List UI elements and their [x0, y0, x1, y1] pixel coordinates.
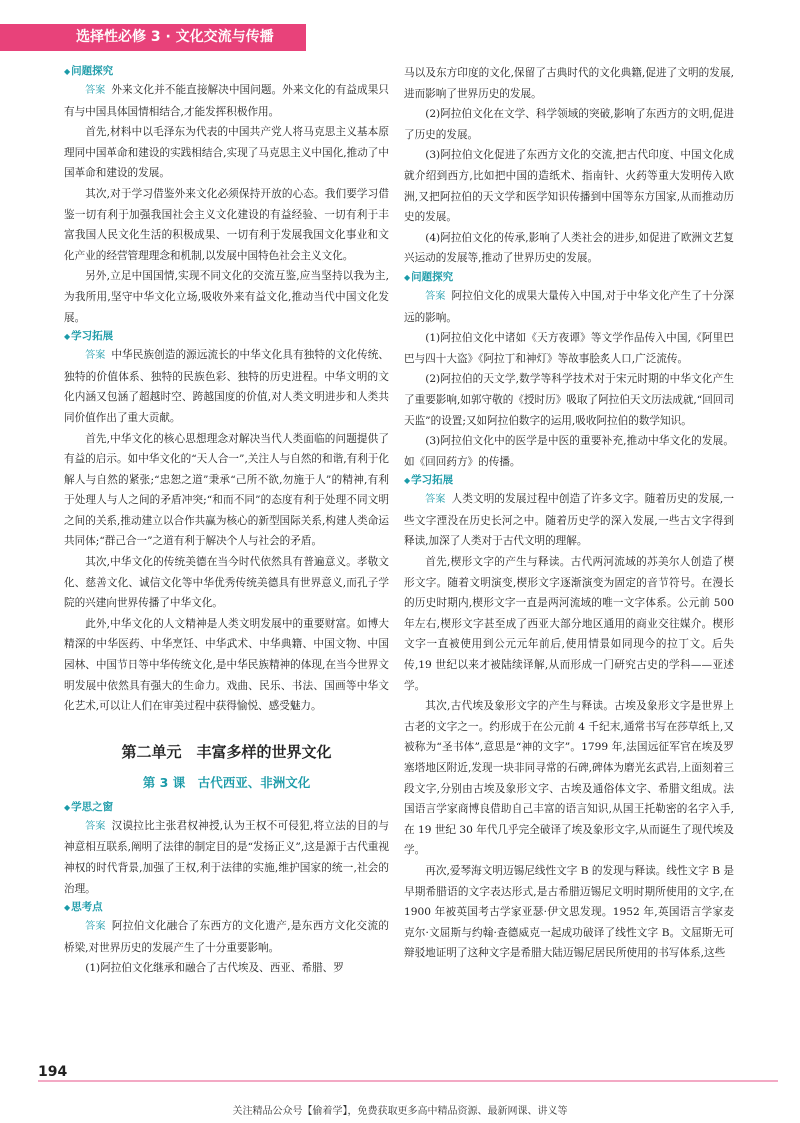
- section-label: ◆ 思考点: [64, 899, 389, 916]
- paragraph: (2)阿拉伯的天文学,数学等科学技术对于宋元时期的中华文化产生了重要影响,如郭守敬的《授时历》吸取了阿拉伯天文历法成就,“回回司天监”的设置;又如阿拉伯数字的运用,吸收阿拉伯的数学知识。: [404, 373, 734, 427]
- paragraph: 其次,对于学习借鉴外来文化必须保持开放的心态。我们要学习借鉴一切有利于加强我国社会主义文化建设的有益经验、一切有利于丰富我国人民文化生活的积极成果、一切有利于发展我国文化事业和文化产业的经营管理理念和机制,以发展中国特色社会主义文化。: [64, 187, 389, 262]
- unit-title: 第二单元 丰富多样的世界文化: [121, 742, 332, 761]
- paragraph: (3)阿拉伯文化中的医学是中医的重要补充,推动中华文化的发展。如《回回药方》的传播。: [404, 435, 734, 468]
- paragraph: (1)阿拉伯文化中诸如《天方夜谭》等文学作品传入中国,《阿里巴巴与四十大盗》《阿拉丁和神灯》等故事脍炙人口,广泛流传。: [404, 332, 734, 365]
- answer-paragraph: [64, 345, 389, 428]
- answer-text: 外来文化并不能直接解决中国问题。外来文化的有益成果只有与中国具体国情相结合,才能发挥积极作用。: [64, 84, 390, 118]
- left-column: [64, 63, 389, 979]
- paragraph: 首先,楔形文字的产生与释读。古代两河流域的苏美尔人创造了楔形文字。随着文明演变,楔形文字逐渐演变为固定的音节符号。在漫长的历史时期内,楔形文字一直是两河流域的唯一文字体系。公元前 500 年左右,楔形文字甚至成了西亚大部分地区通用的商业交往媒介。楔形文字一直被使用到公元元年前后,使用情景如同现今的拉丁文。后失传,19 世纪以来才被陆续译解,从而形成一门研究古史的学科——亚述学。: [404, 556, 734, 692]
- answer-paragraph: [404, 489, 734, 552]
- answer-text: 阿拉伯文化的成果大量传入中国,对于中华文化产生了十分深远的影响。: [404, 289, 735, 324]
- section-label: ◆ 学思之窗: [64, 799, 389, 816]
- answer-tag: 答案: [425, 494, 446, 506]
- paragraph: 另外,立足中国国情,实现不同文化的交流互鉴,应当坚持以我为主,为我所用,坚守中华文化立场,吸收外来有益文化,推动当代中国文化发展。: [64, 270, 389, 324]
- page-number: 194: [38, 1064, 68, 1080]
- answer-paragraph: [404, 286, 734, 328]
- paragraph: 首先,中华文化的核心思想理念对解决当代人类面临的问题提供了有益的启示。如中华文化的“天人合一”,关注人与自然的和谐,有利于化解人与自然的紧张;“忠恕之道”秉承“己所不欲,勿施于人”的精神,有利于处理人与人之间的矛盾冲突;“和而不同”的态度有利于处理不同文明之间的关系,推动建立以合作共赢为核心的新型国际关系,构建人类命运共同体;“群己合一”之道有利于解决个人与社会的矛盾。: [64, 432, 389, 548]
- right-column: [404, 63, 734, 964]
- paragraph: 首先,材料中以毛泽东为代表的中国共产党人将马克思主义基本原理同中国革命和建设的实践相结合,实现了马克思主义中国化,推动了中国革命和建设的发展。: [64, 126, 389, 180]
- section-label: ◆ 问题探究: [64, 63, 389, 80]
- paragraph: 此外,中华文化的人文精神是人类文明发展中的重要财富。如博大精深的中华医药、中华烹饪、中华武术、中华典籍、中国文物、中国园林、中国节日等中华传统文化,是中华民族精神的体现,在当今世界文明发展中依然具有强大的生命力。戏曲、民乐、书法、国画等中华文化艺术,可以让人们在审美过程中获得愉悦、感受魅力。: [64, 617, 389, 713]
- lesson-title: 第 3 课 古代西亚、非洲文化: [142, 774, 311, 790]
- paragraph: 其次,古代埃及象形文字的产生与释读。古埃及象形文字是世界上古老的文字之一。约形成于在公元前 4 千纪末,通常书写在莎草纸上,又被称为“圣书体”,意思是“神的文字”。1799 年,法国远征军官在埃及罗塞塔地区附近,发现一块非同寻常的石碑,碑体为磨光玄武岩,上面刻着三段文字,分别由古埃及象形文字、古埃及通俗体文字、希腊文组成。法国语言学家商博良借助自己丰富的语言知识,从国王托勒密的名字入手,在 19 世纪 30 年代几乎完全破译了埃及象形文字,从而诞生了现代埃及学。: [404, 700, 734, 857]
- page-divider: [38, 1080, 778, 1082]
- answer-text: 中华民族创造的源远流长的中华文化具有独特的文化传统、独特的价值体系、独特的民族色彩、独特的历史进程。中华文明的文化内涵又包涵了超越时空、跨越国度的价值,对人类文明进步和人类共同价值作出了重大贡献。: [64, 349, 390, 424]
- chapter-header: 选择性必修 3 · 文化交流与传播: [0, 24, 306, 51]
- answer-text: 汉谟拉比主张君权神授,认为王权不可侵犯,将立法的目的与神意相互联系,阐明了法律的制定目的是“发扬正义”,这是源于古代重视神权的时代背景,加强了王权,利于法律的实施,维护国家的统一,社会的治理。: [64, 819, 390, 895]
- answer-tag: 答案: [85, 820, 106, 832]
- answer-paragraph: [64, 80, 389, 122]
- paragraph: 再次,爱琴海文明迈锡尼线性文字 B 的发现与释读。线性文字 B 是早期希腊语的文字表达形式,是古希腊迈锡尼文明时期所使用的文字,在 1900 年被英国考古学家亚瑟·伊文思发现。1952 年,英国语言学家麦克尔·文屈斯与约翰·查德威克一起成功破译了线性文字 B。文屈斯无可辩驳地证明了这种文字是希腊大陆迈锡尼居民所使用的书写体系,这些: [404, 864, 734, 960]
- paragraph: (1)阿拉伯文化继承和融合了古代埃及、西亚、希腊、罗: [85, 962, 344, 975]
- answer-tag: 答案: [425, 290, 446, 302]
- answer-text: 人类文明的发展过程中创造了许多文字。随着历史的发展,一些文字湮没在历史长河之中。随着历史学的深入发展,一些古文字得到释读,加深了人类对于古代文明的理解。: [404, 493, 735, 548]
- paragraph: 其次,中华文化的传统美德在当今时代依然具有普遍意义。孝敬文化、慈善文化、诚信文化等中华优秀传统美德具有世界意义,而孔子学院的兴建向世界传播了中华文化。: [64, 556, 389, 610]
- paragraph: (4)阿拉伯文化的传承,影响了人类社会的进步,如促进了欧洲文艺复兴运动的发展等,推动了世界历史的发展。: [404, 231, 734, 265]
- paragraph: 马以及东方印度的文化,保留了古典时代的文化典籍,促进了文明的发展,进而影响了世界历史的发展。: [404, 67, 734, 100]
- footer-note: 关注精品公众号【偷着学】，免费获取更多高中精品资源、最新网课、讲义等: [232, 1106, 568, 1117]
- answer-text: 阿拉伯文化融合了东西方的文化遗产,是东西方文化交流的桥梁,对世界历史的发展产生了十分重要影响。: [64, 920, 389, 954]
- paragraph: (2)阿拉伯文化在文学、科学领域的突破,影响了东西方的文明,促进了历史的发展。: [404, 108, 734, 141]
- section-label: ◆ 学习拓展: [64, 328, 389, 345]
- answer-tag: 答案: [85, 85, 106, 96]
- answer-tag: 答案: [85, 350, 106, 362]
- section-label: ◆ 问题探究: [404, 269, 734, 286]
- section-label: ◆ 学习拓展: [404, 472, 734, 489]
- paragraph: (3)阿拉伯文化促进了东西方文化的交流,把古代印度、中国文化成就介绍到西方,比如把中国的造纸术、指南针、火药等重大发明传入欧洲,又把阿拉伯的天文学和医学知识传播到中国等东方国家,从而推动历史的发展。: [404, 149, 734, 224]
- answer-paragraph: [64, 916, 389, 958]
- answer-paragraph: [64, 816, 389, 899]
- answer-tag: 答案: [85, 921, 106, 933]
